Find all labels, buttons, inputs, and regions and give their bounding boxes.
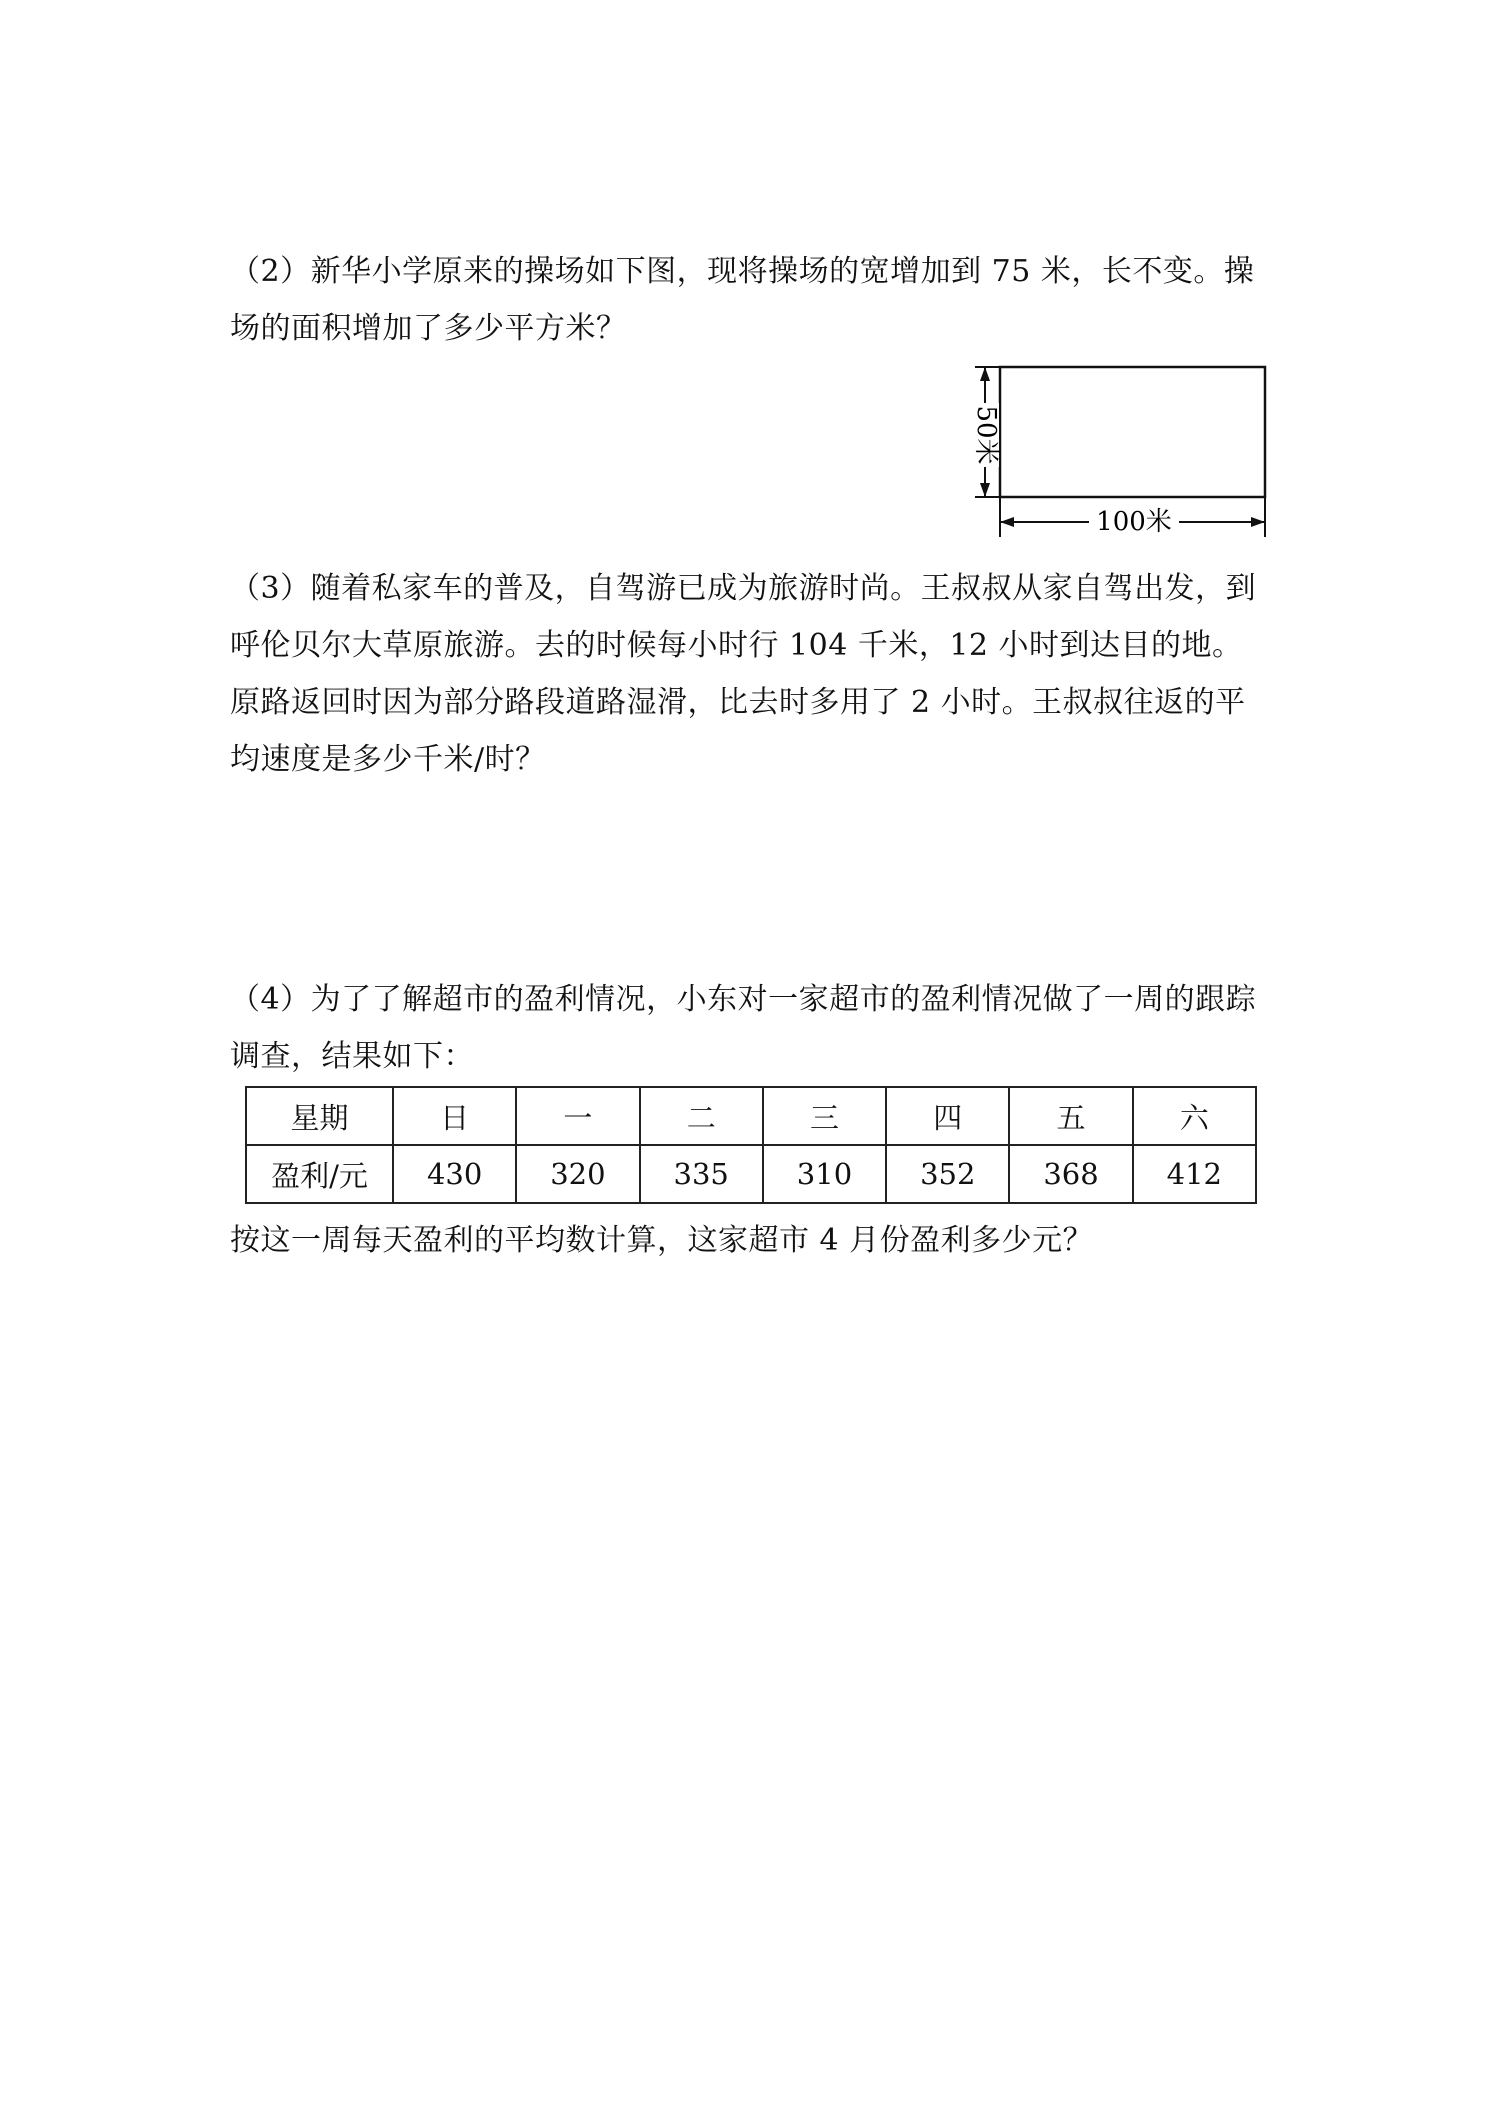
playground-diagram [955, 355, 1275, 545]
day-cell: 四 [886, 1087, 1009, 1145]
question-4-followup: 按这一周每天盈利的平均数计算，这家超市 4 月份盈利多少元？ [230, 1223, 1094, 1258]
question-3-text: （3）随着私家车的普及，自驾游已成为旅游时尚。王叔叔从家自驾出发，到呼伦贝尔大草原旅游。去的时候每小时行 104 千米，12 小时到达目的地。原路返回时因为部分路段道路湿滑，比去时多用了 2 小时。王叔叔往返的平均速度是多少千米/时？ [230, 571, 1257, 777]
profit-cell: 368 [1009, 1145, 1132, 1203]
day-cell: 一 [516, 1087, 639, 1145]
day-cell: 六 [1133, 1087, 1256, 1145]
profit-cell: 430 [393, 1145, 516, 1203]
profit-cell: 310 [763, 1145, 886, 1203]
profit-table [245, 1086, 1257, 1204]
arrow-up-icon [980, 367, 990, 381]
row-label-profit: 盈利/元 [246, 1145, 393, 1203]
width-label: 50米 [971, 405, 1001, 465]
day-cell: 三 [763, 1087, 886, 1145]
day-cell: 日 [393, 1087, 516, 1145]
profit-cell: 320 [516, 1145, 639, 1203]
profit-cell: 335 [640, 1145, 763, 1203]
arrow-left-icon [1000, 517, 1014, 527]
arrow-right-icon [1251, 517, 1265, 527]
table-row-profits [246, 1145, 1256, 1203]
day-cell: 二 [640, 1087, 763, 1145]
playground-rectangle [1000, 367, 1265, 497]
table-row-days [246, 1087, 1256, 1145]
profit-cell: 412 [1133, 1145, 1256, 1203]
question-2-text: （2）新华小学原来的操场如下图，现将操场的宽增加到 75 米，长不变。操场的面积增加了多少平方米？ [230, 254, 1255, 346]
profit-cell: 352 [886, 1145, 1009, 1203]
day-cell: 五 [1009, 1087, 1132, 1145]
row-label-day: 星期 [246, 1087, 393, 1145]
question-4-text: （4）为了了解超市的盈利情况，小东对一家超市的盈利情况做了一周的跟踪调查，结果如下： [230, 982, 1257, 1074]
length-label: 100米 [1096, 507, 1172, 537]
arrow-down-icon [980, 483, 990, 497]
